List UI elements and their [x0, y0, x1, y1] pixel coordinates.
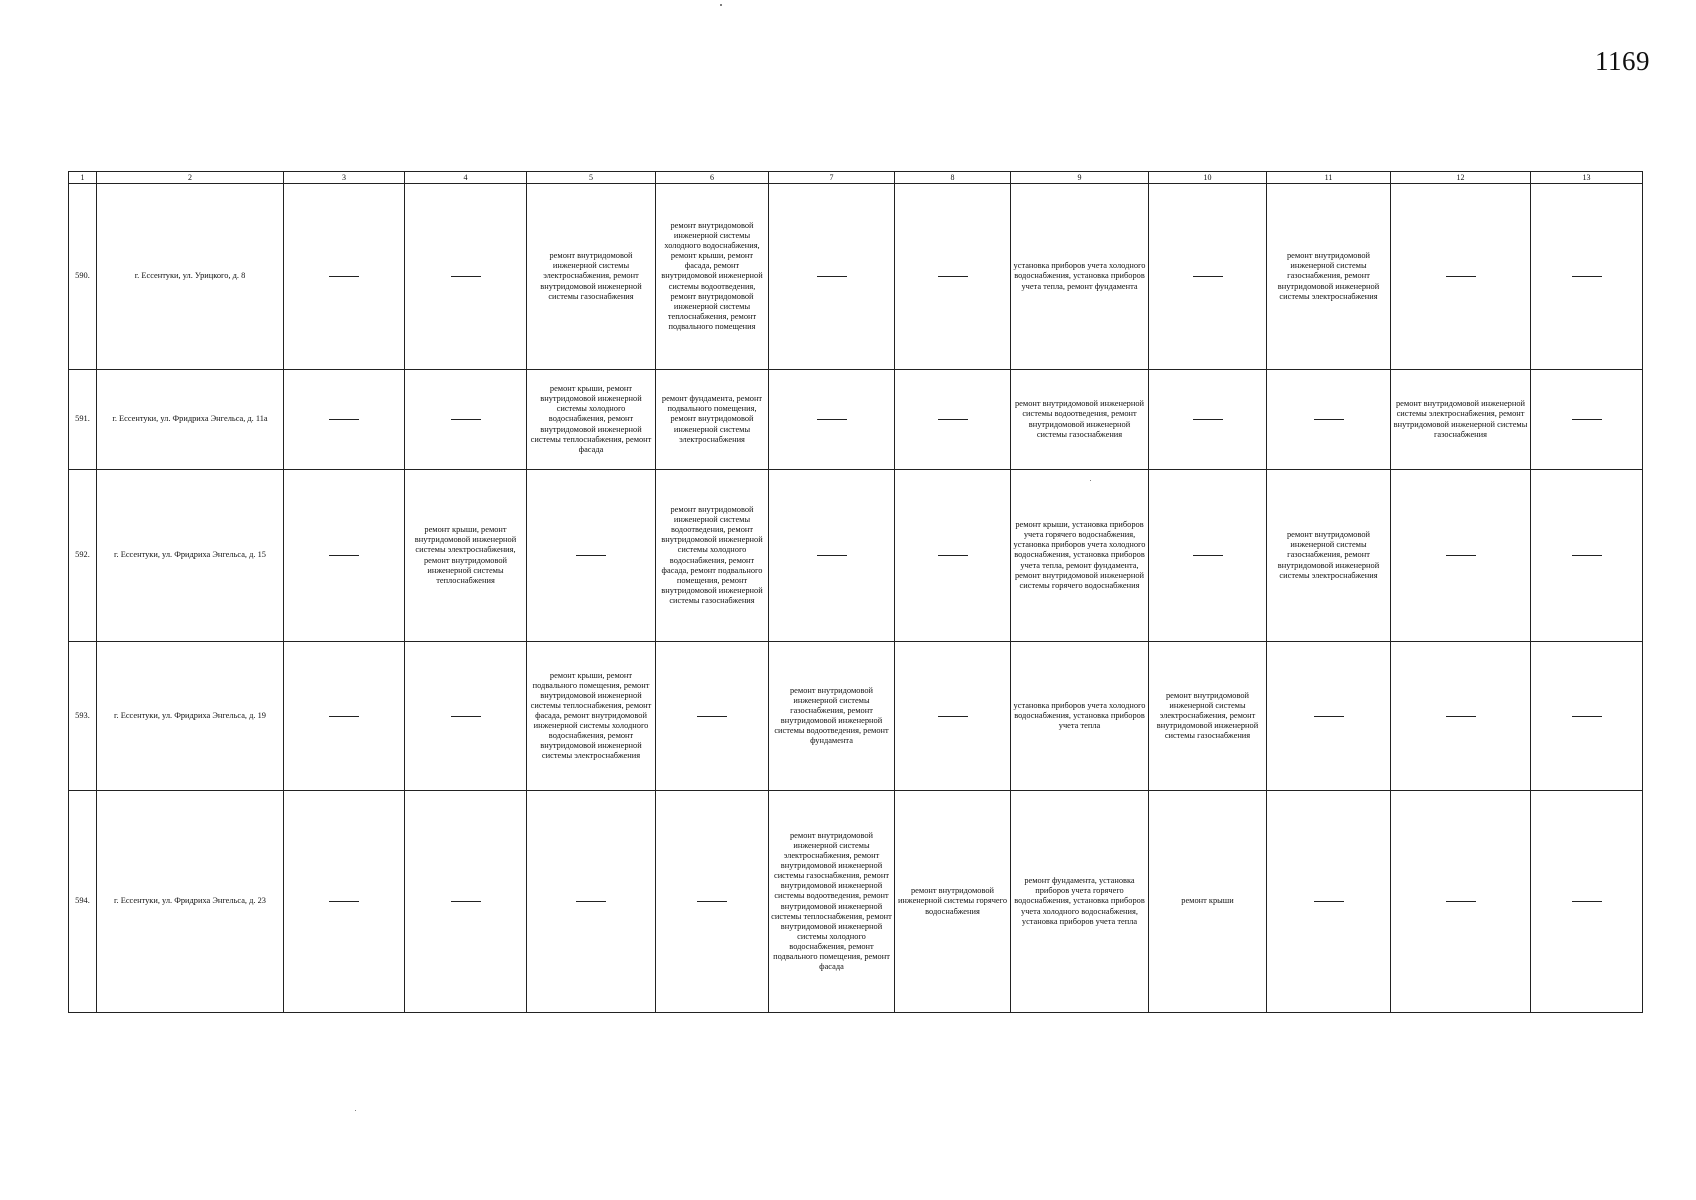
work-cell: ремонт внутридомовой инженерной системы электроснабжения, ремонт внутридомовой инженерной системы газоснабжения [1149, 642, 1267, 791]
empty-dash [1314, 419, 1344, 420]
column-header-3: 3 [284, 172, 405, 184]
empty-dash [817, 555, 847, 556]
scan-speck [355, 1110, 356, 1111]
work-cell: ремонт внутридомовой инженерной системы водоотведения, ремонт внутридомовой инженерной системы газоснабжения [1011, 370, 1149, 470]
work-cell [1391, 470, 1531, 642]
work-cell [656, 791, 769, 1013]
row-number: 590. [69, 184, 97, 370]
empty-dash [817, 419, 847, 420]
work-cell: установка приборов учета холодного водоснабжения, установка приборов учета тепла, ремонт фундамента [1011, 184, 1149, 370]
work-cell [895, 642, 1011, 791]
table-row [69, 184, 1643, 370]
work-cell [284, 791, 405, 1013]
work-cell [1149, 370, 1267, 470]
empty-dash [576, 901, 606, 902]
work-cell [284, 470, 405, 642]
empty-dash [817, 276, 847, 277]
row-number: 593. [69, 642, 97, 791]
empty-dash [1572, 419, 1602, 420]
empty-dash [1446, 276, 1476, 277]
work-cell [1267, 370, 1391, 470]
address-cell: г. Ессентуки, ул. Фридриха Энгельса, д. 23 [97, 791, 284, 1013]
empty-dash [1572, 555, 1602, 556]
work-cell: ремонт внутридомовой инженерной системы горячего водоснабжения [895, 791, 1011, 1013]
address-cell: г. Ессентуки, ул. Фридриха Энгельса, д. 15 [97, 470, 284, 642]
work-cell: ремонт крыши, ремонт внутридомовой инженерной системы холодного водоснабжения, ремонт внутридомовой инженерной системы теплоснабжения, ремонт фасада [527, 370, 656, 470]
column-header-1: 1 [69, 172, 97, 184]
address-cell: г. Ессентуки, ул. Фридриха Энгельса, д. 19 [97, 642, 284, 791]
empty-dash [697, 901, 727, 902]
work-cell: ремонт внутридомовой инженерной системы газоснабжения, ремонт внутридомовой инженерной системы электроснабжения [1267, 470, 1391, 642]
table-row [69, 370, 1643, 470]
work-cell [895, 370, 1011, 470]
column-header-4: 4 [405, 172, 527, 184]
work-cell [1391, 791, 1531, 1013]
address-cell: г. Ессентуки, ул. Урицкого, д. 8 [97, 184, 284, 370]
work-cell: ремонт внутридомовой инженерной системы электроснабжения, ремонт внутридомовой инженерной системы газоснабжения [1391, 370, 1531, 470]
address-cell: г. Ессентуки, ул. Фридриха Энгельса, д. 11а [97, 370, 284, 470]
work-cell [284, 370, 405, 470]
empty-dash [329, 555, 359, 556]
work-cell [1531, 470, 1643, 642]
empty-dash [938, 419, 968, 420]
empty-dash [1193, 419, 1223, 420]
work-cell [1391, 642, 1531, 791]
column-header-10: 10 [1149, 172, 1267, 184]
row-number: 592. [69, 470, 97, 642]
work-cell: ремонт внутридомовой инженерной системы электроснабжения, ремонт внутридомовой инженерной системы газоснабжения, ремонт внутридомовой инженерной системы водоотведения, ремонт внутридомовой инженерной системы теплоснабжения, ремонт внутридомовой инженерной системы холодного водоснабжения, ремонт подвального помещения, ремонт фасада [769, 791, 895, 1013]
column-header-7: 7 [769, 172, 895, 184]
work-cell: ремонт внутридомовой инженерной системы холодного водоснабжения, ремонт крыши, ремонт фасада, ремонт внутридомовой инженерной системы водоотведения, ремонт внутридомовой инженерной системы теплоснабжения, ремонт подвального помещения [656, 184, 769, 370]
page-number: 1169 [1595, 46, 1650, 76]
work-cell [895, 470, 1011, 642]
work-cell [769, 470, 895, 642]
column-header-11: 11 [1267, 172, 1391, 184]
empty-dash [697, 716, 727, 717]
work-cell: ремонт внутридомовой инженерной системы газоснабжения, ремонт внутридомовой инженерной системы электроснабжения [1267, 184, 1391, 370]
work-cell [1149, 184, 1267, 370]
empty-dash [1193, 555, 1223, 556]
empty-dash [1572, 901, 1602, 902]
work-cell [405, 370, 527, 470]
empty-dash [451, 901, 481, 902]
empty-dash [938, 276, 968, 277]
empty-dash [329, 901, 359, 902]
empty-dash [1572, 276, 1602, 277]
empty-dash [451, 276, 481, 277]
work-cell [895, 184, 1011, 370]
column-header-8: 8 [895, 172, 1011, 184]
work-cell: ремонт внутридомовой инженерной системы газоснабжения, ремонт внутридомовой инженерной системы водоотведения, ремонт фундамента [769, 642, 895, 791]
work-cell: ремонт крыши, ремонт внутридомовой инженерной системы электроснабжения, ремонт внутридомовой инженерной системы теплоснабжения [405, 470, 527, 642]
work-cell [1531, 791, 1643, 1013]
column-header-2: 2 [97, 172, 284, 184]
column-header-9: 9 [1011, 172, 1149, 184]
work-cell [1267, 791, 1391, 1013]
work-cell [656, 642, 769, 791]
empty-dash [1314, 901, 1344, 902]
work-cell [527, 470, 656, 642]
work-cell: установка приборов учета холодного водоснабжения, установка приборов учета тепла [1011, 642, 1149, 791]
work-cell: ремонт внутридомовой инженерной системы водоотведения, ремонт внутридомовой инженерной системы холодного водоснабжения, ремонт фасада, ремонт подвального помещения, ремонт внутридомовой инженерной системы газоснабжения [656, 470, 769, 642]
column-number-row [69, 172, 1643, 184]
scan-speck [720, 4, 722, 6]
work-cell [405, 642, 527, 791]
work-cell: ремонт внутридомовой инженерной системы электроснабжения, ремонт внутридомовой инженерной системы газоснабжения [527, 184, 656, 370]
work-cell: ремонт крыши [1149, 791, 1267, 1013]
table-row [69, 642, 1643, 791]
repair-schedule-table [68, 171, 1643, 1013]
table-row [69, 791, 1643, 1013]
work-cell [1267, 642, 1391, 791]
empty-dash [1446, 716, 1476, 717]
work-cell [1391, 184, 1531, 370]
work-cell [769, 370, 895, 470]
work-cell: ремонт крыши, ремонт подвального помещения, ремонт внутридомовой инженерной системы теплоснабжения, ремонт фасада, ремонт внутридомовой инженерной системы холодного водоснабжения, ремонт внутридомовой инженерной системы электроснабжения [527, 642, 656, 791]
empty-dash [1572, 716, 1602, 717]
work-cell [527, 791, 656, 1013]
work-cell: ремонт фундамента, установка приборов учета горячего водоснабжения, установка приборов учета холодного водоснабжения, установка приборов учета тепла [1011, 791, 1149, 1013]
empty-dash [1193, 276, 1223, 277]
empty-dash [576, 555, 606, 556]
work-cell: ремонт фундамента, ремонт подвального помещения, ремонт внутридомовой инженерной системы электроснабжения [656, 370, 769, 470]
work-cell [1149, 470, 1267, 642]
work-cell [769, 184, 895, 370]
work-cell [284, 184, 405, 370]
empty-dash [1446, 555, 1476, 556]
work-cell: ремонт крыши, установка приборов учета горячего водоснабжения, установка приборов учета холодного водоснабжения, установка приборов учета тепла, ремонт фундамента, ремонт внутридомовой инженерной системы горячего водоснабжения [1011, 470, 1149, 642]
empty-dash [938, 716, 968, 717]
column-header-13: 13 [1531, 172, 1643, 184]
work-cell [1531, 184, 1643, 370]
work-cell [1531, 370, 1643, 470]
work-cell [405, 791, 527, 1013]
empty-dash [938, 555, 968, 556]
empty-dash [329, 419, 359, 420]
work-cell [405, 184, 527, 370]
column-header-12: 12 [1391, 172, 1531, 184]
table-row [69, 470, 1643, 642]
row-number: 591. [69, 370, 97, 470]
work-cell [284, 642, 405, 791]
column-header-6: 6 [656, 172, 769, 184]
empty-dash [451, 716, 481, 717]
row-number: 594. [69, 791, 97, 1013]
empty-dash [329, 276, 359, 277]
column-header-5: 5 [527, 172, 656, 184]
empty-dash [1314, 716, 1344, 717]
empty-dash [451, 419, 481, 420]
work-cell [1531, 642, 1643, 791]
empty-dash [329, 716, 359, 717]
empty-dash [1446, 901, 1476, 902]
